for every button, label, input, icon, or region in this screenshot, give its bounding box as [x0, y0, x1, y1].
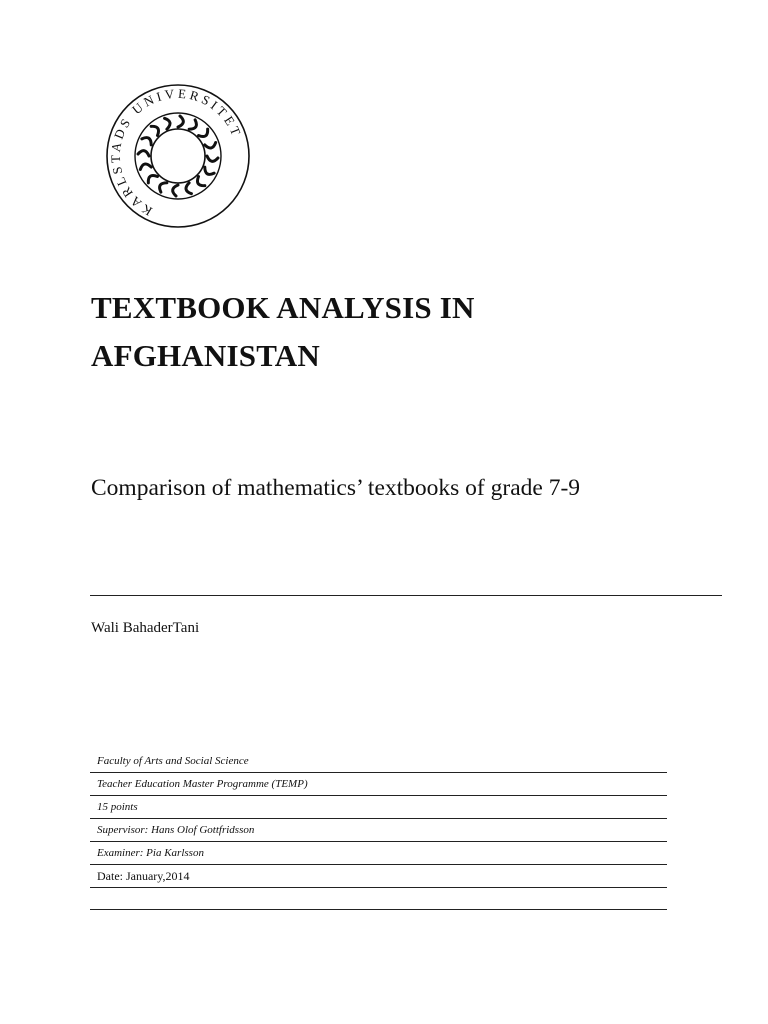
sun-ray [205, 167, 214, 174]
programme-cell: Teacher Education Master Programme (TEMP) [90, 773, 667, 796]
sun-ray [151, 126, 158, 135]
sun-ray [189, 120, 196, 129]
points-cell: 15 points [90, 796, 667, 819]
table-row [90, 750, 667, 773]
table-row [90, 888, 667, 910]
title-line-1: TEXTBOOK ANALYSIS IN [91, 290, 475, 325]
sun-ray [138, 151, 149, 156]
sun-ray [178, 116, 183, 127]
empty-cell [90, 888, 667, 910]
sun-ray [173, 185, 178, 196]
document-subtitle: Comparison of mathematics’ textbooks of grade 7-9 [91, 475, 581, 501]
thesis-info-table [90, 750, 667, 910]
sun-ray [142, 138, 151, 145]
divider-line [90, 595, 722, 596]
title-line-2: AFGHANISTAN [91, 338, 320, 373]
table-row [90, 865, 667, 888]
table-row [90, 842, 667, 865]
document-title [91, 284, 711, 380]
sun-ray [205, 143, 216, 148]
university-seal-icon [104, 82, 252, 230]
author-name: Wali BahaderTani [91, 620, 200, 636]
table-row [90, 819, 667, 842]
date-cell: Date: January,2014 [90, 865, 667, 888]
sun-ray [140, 164, 151, 169]
sun-ray [165, 118, 170, 129]
sun-ray [160, 183, 167, 192]
sun-ray [199, 129, 208, 136]
table-row [90, 773, 667, 796]
faculty-cell: Faculty of Arts and Social Science [90, 750, 667, 773]
supervisor-cell: Supervisor: Hans Olof Gottfridsson [90, 819, 667, 842]
seal-text: KARLSTADS UNIVERSITET [107, 85, 245, 220]
sun-ray [186, 183, 191, 194]
sun-ray [148, 175, 157, 182]
sun-ray [207, 156, 218, 161]
sun-ray [197, 177, 204, 186]
examiner-cell: Examiner: Pia Karlsson [90, 842, 667, 865]
table-row [90, 796, 667, 819]
